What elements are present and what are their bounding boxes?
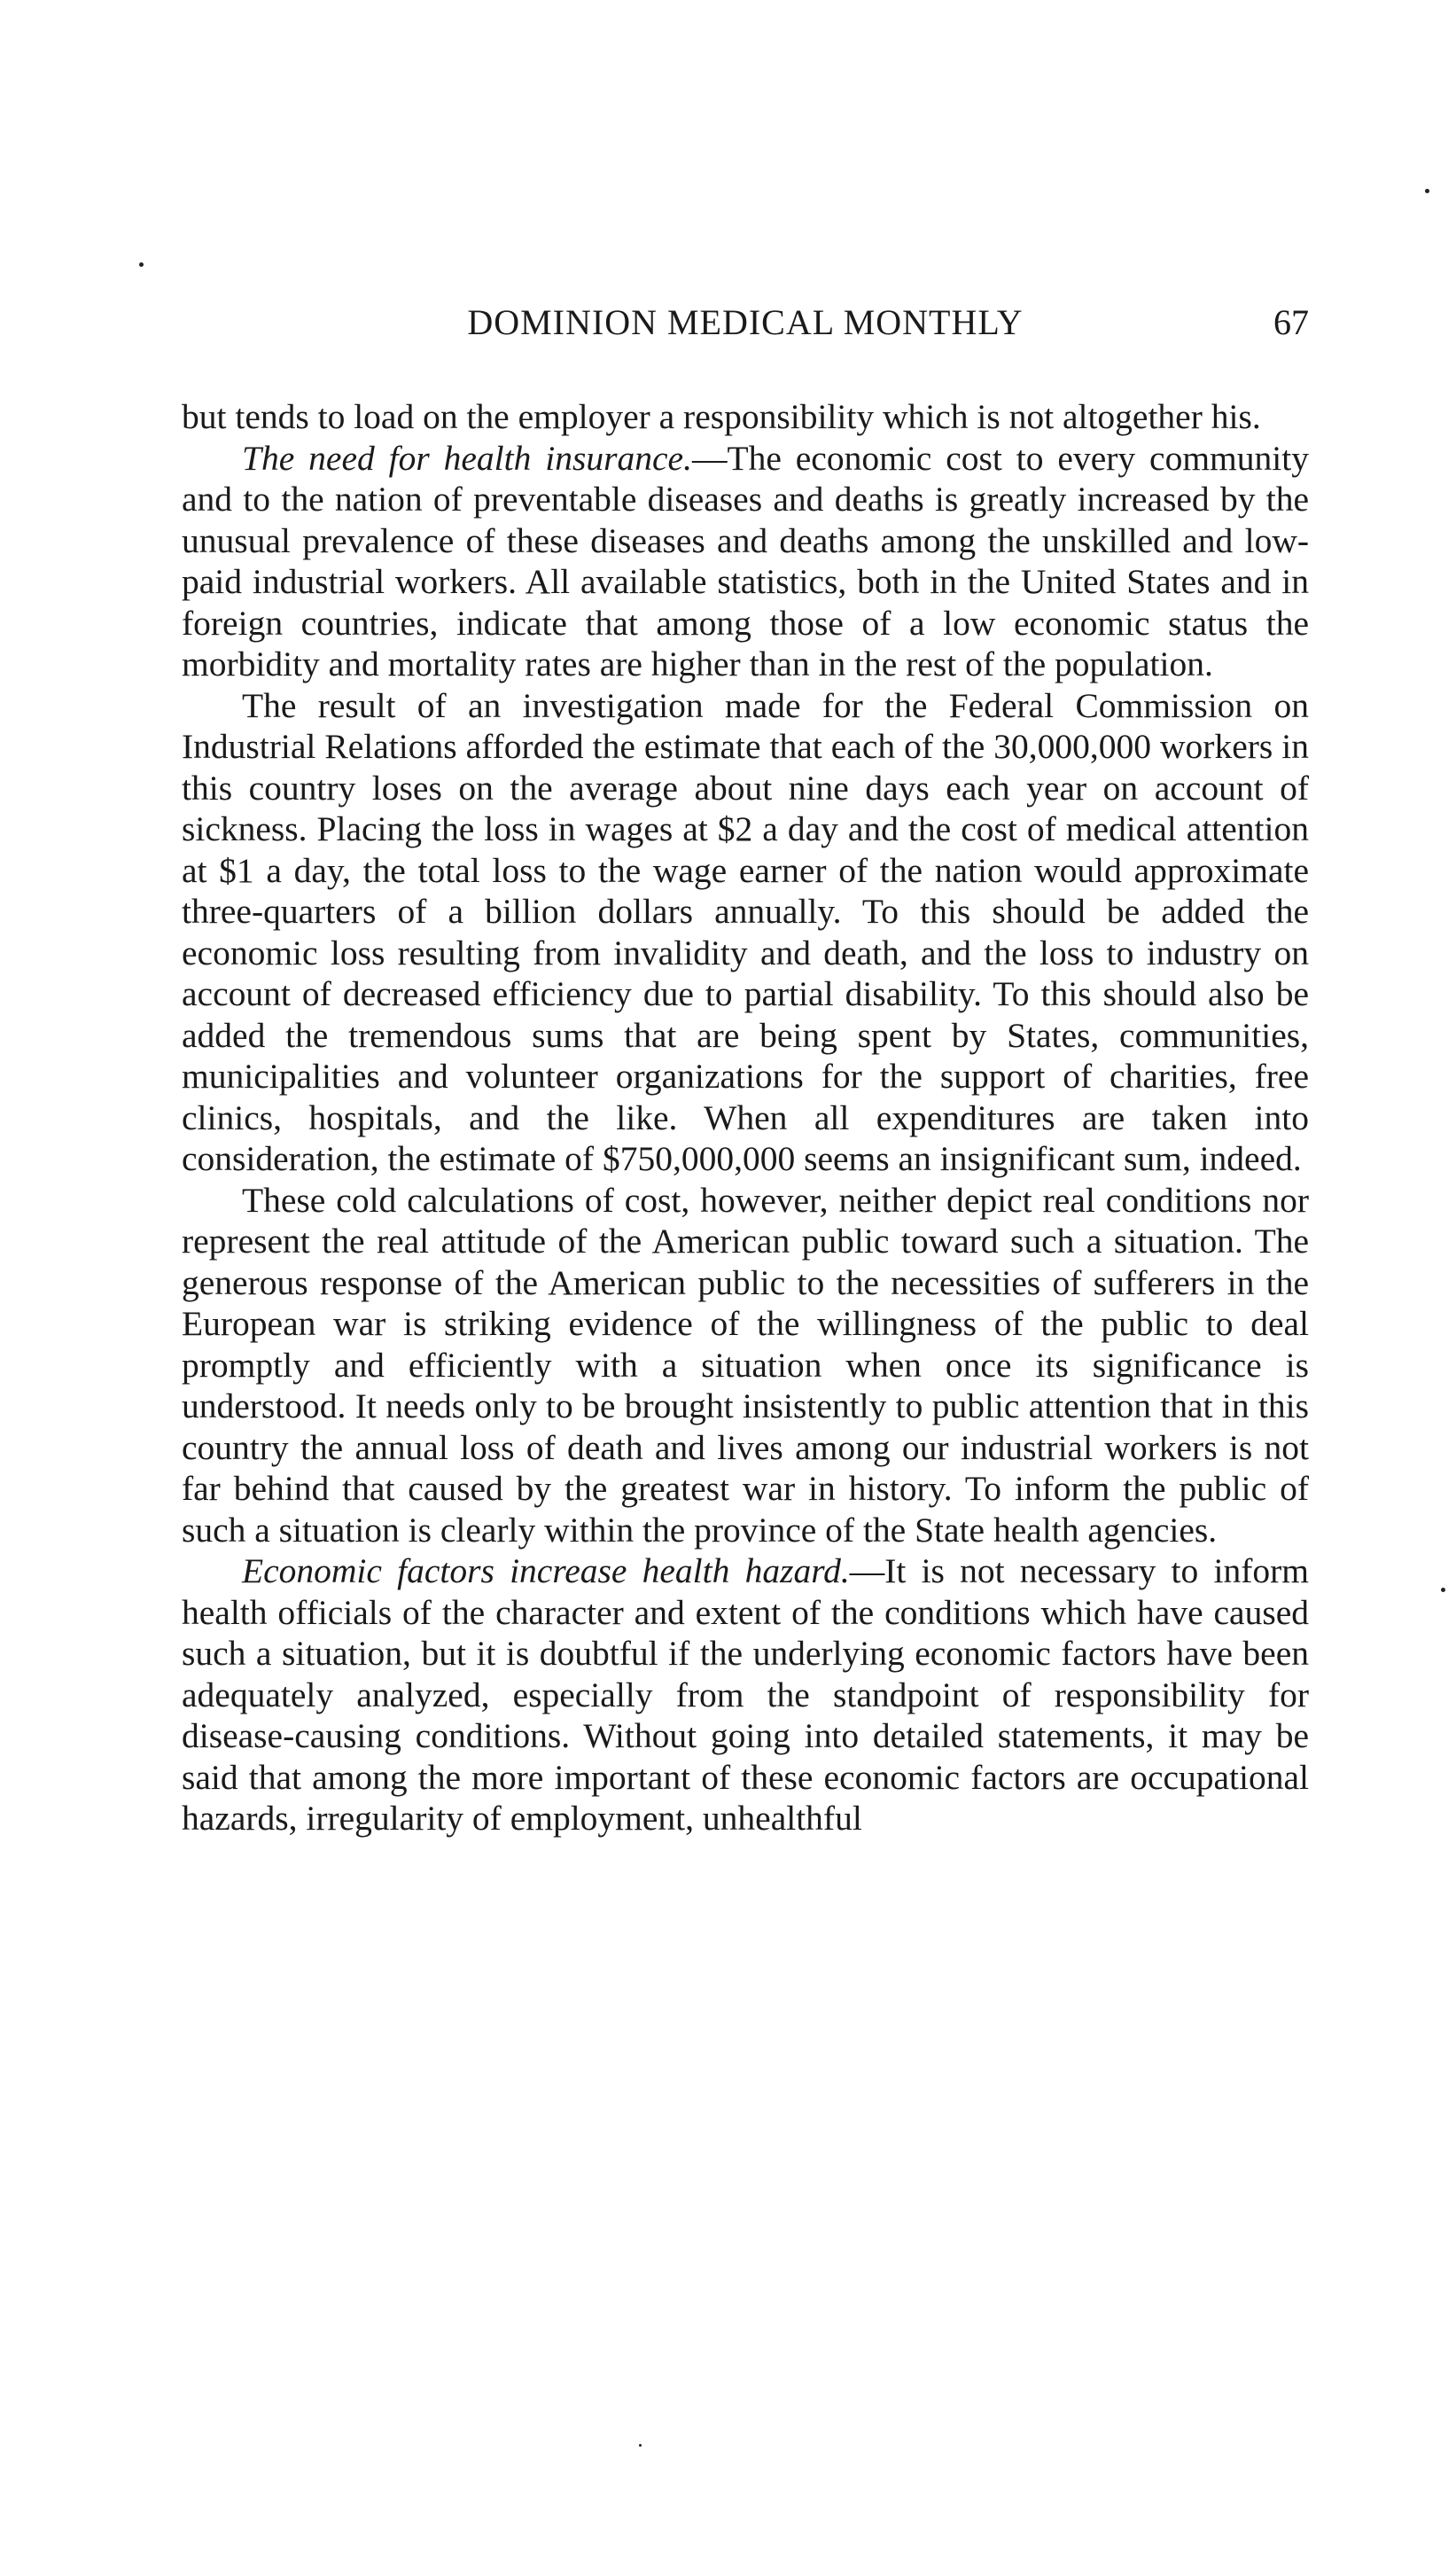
paragraph-text: —The economic cost to every community and to the nation of preventable diseases and deaths is greatly increased by the unusual prevalence of these diseases and deaths among the unskilled and low-paid industrial workers. All available statistics, both in the United States and in foreign countries, indicate that among those of a low economic status the morbidity and mortality rates are higher than in the rest of the population.	[182, 438, 1309, 683]
running-head	[182, 301, 1309, 355]
paragraph-text: These cold calculations of cost, however, neither depict real conditions nor represent the real attitude of the American public toward such a situation. The generous response of the American public to the necessities of sufferers in the European war is striking evidence of the willingness of the public to deal promptly and efficiently with a situation when once its significance is understood. It needs only to be brought insistently to public attention that in this country the annual loss of death and lives among our industrial workers is not far behind that caused by the greatest war in history. To inform the public of such a situation is clearly within the province of the State health agencies.	[182, 1180, 1309, 1550]
body-text	[182, 396, 1309, 1839]
section-heading: Economic factors increase health hazard.	[242, 1551, 850, 1590]
paragraph-text: The result of an investigation made for the Federal Commission on Industrial Relations afforded the estimate that each of the 30,000,000 workers in this country loses on the average about nine days each year on account of sickness. Placing the loss in wages at $2 a day and the cost of medical attention at $1 a day, the total loss to the wage earner of the nation would approximate three-quarters of a billion dollars annually. To this should be added the economic loss resulting from invalidity and death, and the loss to industry on account of decreased efficiency due to partial disability. To this should also be added the tremendous sums that are being spent by States, communities, municipalities and volunteer organizations for the support of charities, free clinics, hospitals, and the like. When all expenditures are taken into consideration, the estimate of $750,000,000 seems an insignificant sum, indeed.	[182, 685, 1309, 1178]
scan-speck	[639, 2444, 642, 2447]
paragraph	[182, 685, 1309, 1180]
page-number: 67	[1273, 302, 1309, 342]
paragraph-text: but tends to load on the employer a responsibility which is not altogether his.	[182, 397, 1261, 436]
paragraph-text: —It is not necessary to inform health officials of the character and extent of the conditions which have caused such a situation, but it is doubtful if the underlying economic factors have been adequately analyzed, especially from the standpoint of responsibility for disease-causing conditions. Without going into detailed statements, it may be said that among the more important of these economic factors are occupational hazards, irregularity of employment, unhealthful	[182, 1551, 1309, 1838]
running-title: DOMINION MEDICAL MONTHLY	[467, 302, 1024, 342]
paragraph	[182, 396, 1309, 438]
section-heading: The need for health insurance.	[242, 438, 692, 478]
paragraph	[182, 1550, 1309, 1839]
scan-speck	[1441, 1588, 1445, 1592]
scan-speck	[1425, 189, 1429, 193]
paragraph	[182, 1180, 1309, 1551]
paragraph	[182, 438, 1309, 685]
scan-speck	[139, 262, 144, 267]
